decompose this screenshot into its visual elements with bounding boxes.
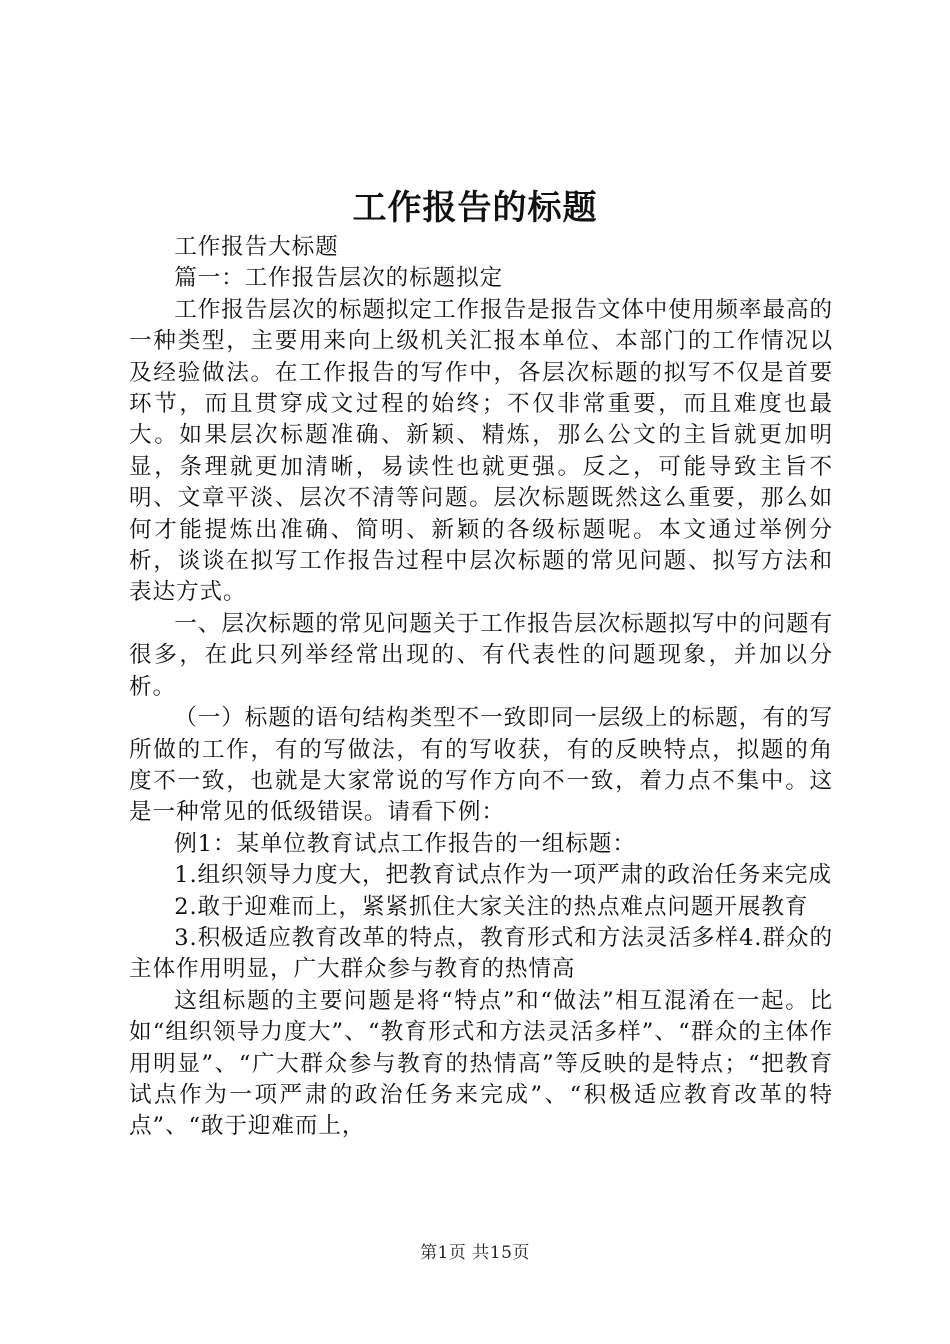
paragraph: 工作报告层次的标题拟定工作报告是报告文体中使用频率最高的一种类型，主要用来向上级机关汇报本单位、本部门的工作情况以及经验做法。在工作报告的写作中，各层次标题的拟写不仅是首要环节，而且贯穿成文过程的始终；不仅非常重要，而且难度也最大。如果层次标题准确、新颖、精炼，那么公文的主旨就更加明显，条理就更加清晰，易读性也就更强。反之，可能导致主旨不明、文章平淡、层次不清等问题。层次标题既然这么重要，那么如何才能提炼出准确、简明、新颖的各级标题呢。本文通过举例分析，谈谈在拟写工作报告过程中层次标题的常见问题、拟写方法和表达方式。 xyxy=(129,296,833,606)
paragraph: 一、层次标题的常见问题关于工作报告层次标题拟写中的问题有很多，在此只列举经常出现的、有代表性的问题现象，并加以分析。 xyxy=(129,610,833,700)
page-number-footer: 第1页 共15页 xyxy=(420,1243,530,1263)
paragraph: 这组标题的主要问题是将“特点”和“做法”相互混淆在一起。比如“组织领导力度大”、“教育形式和方法灵活多样”、“群众的主体作用明显”、“广大群众参与教育的热情高”等反映的是特点；“把教育试点作为一项严肃的政治任务来完成”、“积极适应教育改革的特点”、“敢于迎难而上， xyxy=(129,987,833,1140)
paragraph: （一）标题的语句结构类型不一致即同一层级上的标题，有的写所做的工作，有的写做法，有的写收获，有的反映特点，拟题的角度不一致，也就是大家常说的写作方向不一致，着力点不集中。这是一种常见的低级错误。请看下例： xyxy=(129,705,833,826)
paragraph: 篇一：工作报告层次的标题拟定 xyxy=(174,265,504,292)
paragraph: 2.敢于迎难而上，紧紧抓住大家关注的热点难点问题开展教育 xyxy=(174,893,809,920)
paragraph: 例1：某单位教育试点工作报告的一组标题： xyxy=(174,830,636,857)
document-title: 工作报告的标题 xyxy=(352,188,598,228)
paragraph: 工作报告大标题 xyxy=(174,234,339,260)
paragraph: 3.积极适应教育改革的特点，教育形式和方法灵活多样4.群众的主体作用明显，广大群众参与教育的热情高 xyxy=(129,924,833,983)
paragraph: 1.组织领导力度大，把教育试点作为一项严肃的政治任务来完成 xyxy=(174,862,832,889)
document-body xyxy=(129,232,833,1143)
